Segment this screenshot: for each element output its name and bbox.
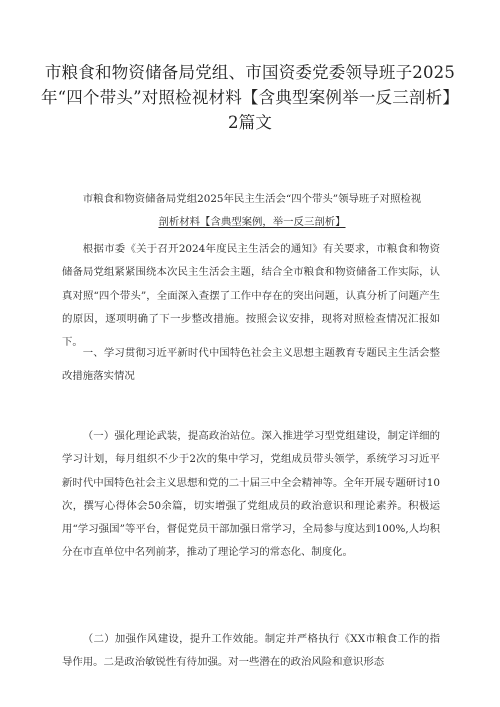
intro-paragraph: 根据市委《关于召开2024年度民主生活会的通知》有关要求，市粮食和物资储备局党组紧紧围绕本次民主生活会主题，结合全市粮食和物资储备工作实际，认真对照“四个带头”，全面深入查摆了工作中存在的突出问题，认真分析了问题产生的原因，逐项明确了下一步整改措施。按照会议安排，现将对照检查情况汇报如下。 — [62, 243, 440, 349]
section-one-heading: 一、学习贯彻习近平新时代中国特色社会主义思想主题教育专题民主生活会整改措施落实情况 — [62, 347, 440, 383]
subsection-one-paragraph: （一）强化理论武装，提高政治站位。深入推进学习型党组建设，制定详细的学习计划，每月组织不少于2次的集中学习，党组成员带头领学，系统学习习近平新时代中国特色社会主义思想和党的二十届三中全会精神等。全年开展专题研讨10次，撰写心得体会50余篇，切实增强了党组成员的政治意识和理论素养。积极运用“学习强国”等平台，督促党员干部加强日常学习，全局参与度达到100%,人均积分在市直单位中名列前茅，推动了理论学习的常态化、制度化。 — [62, 430, 440, 559]
subsection-two-paragraph: （二）加强作风建设，提升工作效能。制定并严格执行《XX市粮食工作的指导作用。二是政治敏锐性有待加强。对一些潜在的政治风险和意识形态 — [62, 633, 440, 669]
document-title: 市粮食和物资储备局党组、市国资委党委领导班子2025年“四个带头”对照检视材料【含典型案例举一反三剖析】2篇文 — [40, 63, 460, 132]
section-heading — [66, 188, 438, 234]
section-heading-line-1: 市粮食和物资储备局党组2025年民主生活会“四个带头”领导班子对照检视 — [82, 193, 422, 205]
section-heading-line-2: 剖析材料【含典型案例，举一反三剖析】 — [158, 216, 346, 228]
